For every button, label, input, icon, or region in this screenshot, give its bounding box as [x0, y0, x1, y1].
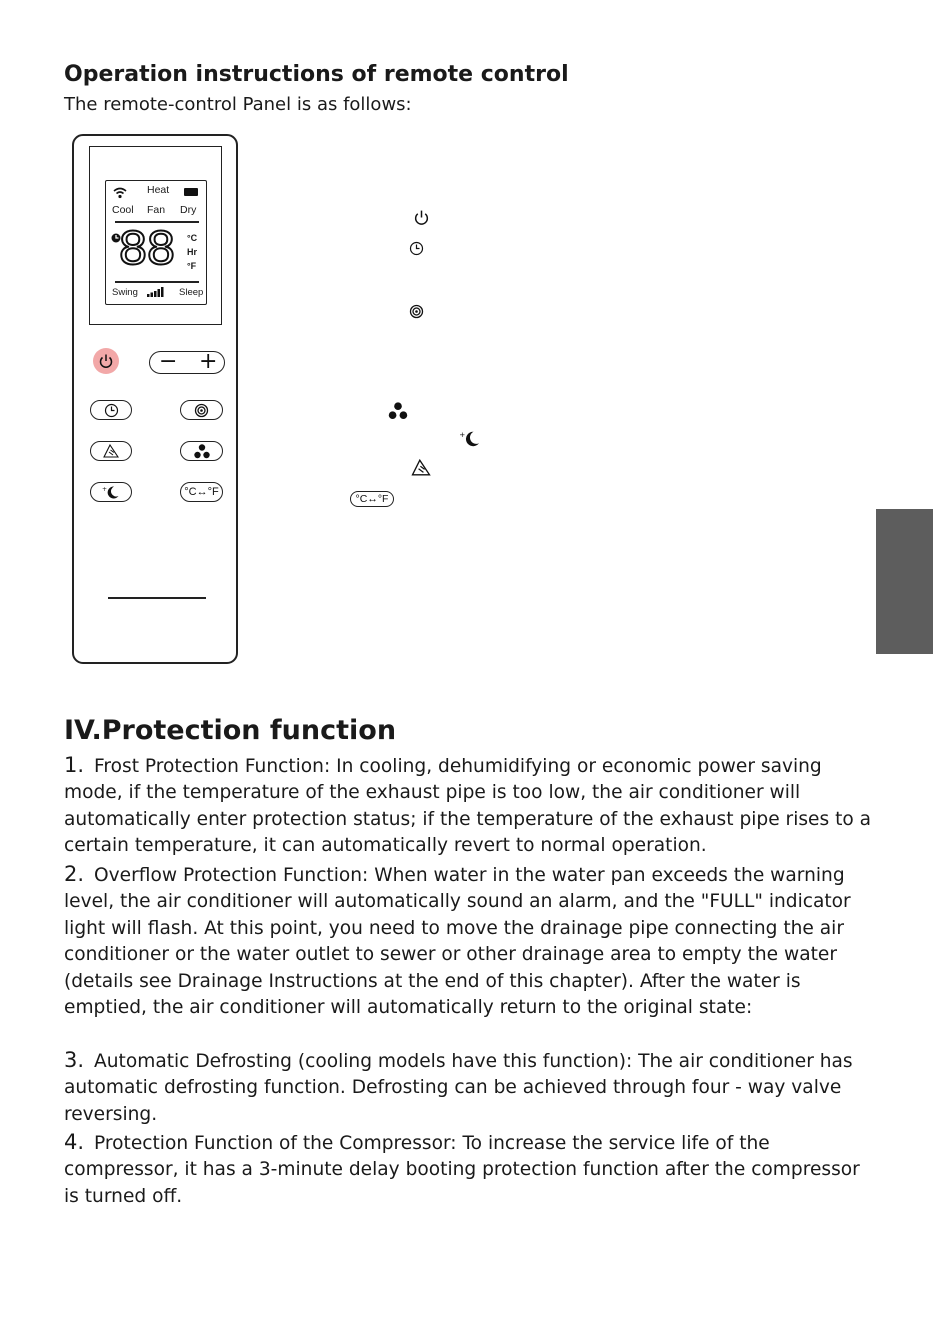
lcd-mode-heat: Heat [147, 184, 170, 196]
legend-power-icon [413, 209, 430, 226]
timer-button[interactable] [90, 400, 132, 420]
minus-button[interactable]: − [159, 349, 178, 374]
legend-temp-unit-icon: °C↔°F [355, 493, 389, 505]
page-title: Operation instructions of remote control [64, 62, 569, 87]
fan-speed-icon [194, 444, 210, 459]
wifi-icon [113, 187, 127, 199]
temp-unit-button[interactable] [180, 482, 223, 502]
item-text: Protection Function of the Compressor: To increase the service life of the compressor, it has a 3-minute delay booting protection function after the compressor is turned off. [64, 1133, 860, 1207]
item-text: Overflow Protection Function: When water in the water pan exceeds the warning level, the air conditioner will automatically sound an alarm, and the "FULL" indicator light will flash. At this point, you need to move the drainage pipe connecting the air conditioner or the water outlet to sewer or other drainage area to empty the water (details see Drainage Instructions at the end of this chapter). After the water is emptied, the air conditioner will automatically return to the original state: [64, 865, 851, 1019]
lcd-divider-bottom [115, 281, 199, 283]
sleep-icon [102, 485, 120, 500]
lcd-unit-c: °C [187, 233, 198, 243]
timer-icon [104, 403, 119, 418]
page-subtitle: The remote-control Panel is as follows: [64, 94, 412, 115]
power-icon [98, 353, 114, 369]
battery-icon [184, 188, 198, 196]
protection-item-4 [64, 1129, 876, 1210]
lcd-mode-cool: Cool [112, 204, 134, 216]
remote-model-line [108, 597, 206, 599]
mode-icon [194, 403, 209, 418]
lcd-mode-dry: Dry [180, 204, 197, 216]
power-button[interactable] [93, 348, 119, 374]
lcd-mode-fan: Fan [147, 204, 166, 216]
item-number: 1. [64, 753, 85, 777]
item-text: Automatic Defrosting (cooling models have this function): The air conditioner has automatic defrosting function. Defrosting can be achieved through four - way valve reversing. [64, 1051, 853, 1125]
legend-timer-icon [409, 241, 424, 256]
side-tab [876, 509, 933, 654]
signal-bars-icon [147, 287, 164, 297]
swing-button[interactable] [90, 441, 132, 461]
temp-unit-icon: °C↔°F [184, 486, 219, 498]
lcd-digits: 88 [118, 223, 175, 280]
plus-button[interactable]: + [199, 349, 218, 374]
fan-speed-button[interactable] [180, 441, 223, 461]
svg-text:+: + [102, 485, 108, 493]
lcd-unit-hr: Hr [187, 247, 198, 257]
lcd-sleep: Sleep [179, 287, 204, 298]
svg-text:+: + [459, 430, 466, 440]
legend-swing-icon [411, 459, 431, 476]
item-number: 2. [64, 862, 85, 886]
sleep-button[interactable] [90, 482, 132, 502]
protection-item-3 [64, 1047, 876, 1128]
legend-temp-unit [350, 491, 394, 507]
swing-icon [103, 444, 119, 458]
item-text: Frost Protection Function: In cooling, dehumidifying or economic power saving mode, if the temperature of the exhaust pipe is too low, the air conditioner will automatically enter protection status; if the temperature of the exhaust pipe rises to a certain temperature, it can automatically revert to normal operation. [64, 756, 872, 857]
legend-sleep-icon [459, 430, 481, 448]
item-number: 3. [64, 1048, 85, 1072]
legend-mode-icon [409, 304, 424, 319]
legend-fan-speed-icon [388, 402, 408, 420]
protection-item-1 [64, 752, 876, 860]
protection-item-2 [64, 861, 876, 1021]
lcd-swing: Swing [112, 287, 138, 298]
lcd-unit-f: °F [187, 261, 197, 271]
section-title: IV.Protection function [64, 715, 397, 746]
temperature-adjust-button[interactable] [149, 351, 225, 374]
mode-button[interactable] [180, 400, 223, 420]
item-number: 4. [64, 1130, 85, 1154]
